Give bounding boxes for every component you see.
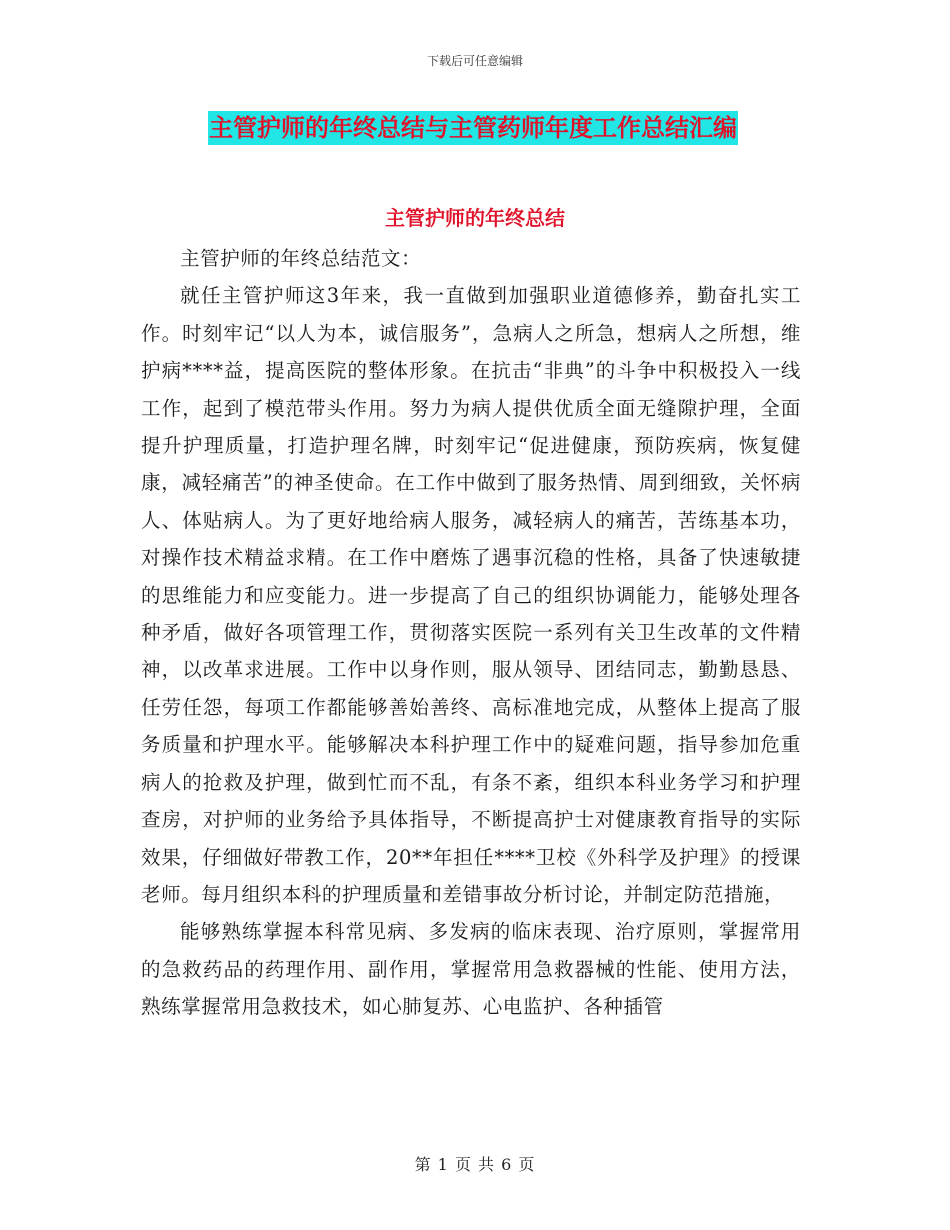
section-title: 主管护师的年终总结 <box>385 206 565 230</box>
document-title: 主管护师的年终总结与主管药师年度工作总结汇编 <box>208 111 738 145</box>
page-footer: 第 1 页 共 6 页 <box>414 1155 536 1174</box>
paragraph-skills: 能够熟练掌握本科常见病、多发病的临床表现、治疗原则，掌握常用的急救药品的药理作用、副作用，掌握常用急救器械的性能、使用方法，熟练掌握常用急救技术，如心肺复苏、心电监护、各种插管 <box>141 920 801 1019</box>
paragraph-intro: 主管护师的年终总结范文： <box>180 247 422 270</box>
document-body <box>141 240 801 1026</box>
paragraph-main: 就任主管护师这3年来，我一直做到加强职业道德修养，勤奋扎实工作。时刻牢记“以人为本，诚信服务”，急病人之所急，想病人之所想，维护病****益，提高医院的整体形象。在抗击“非典”的斗争中积极投入一线工作，起到了模范带头作用。努力为病人提供优质全面无缝隙护理，全面提升护理质量，打造护理名牌，时刻牢记“促进健康，预防疾病，恢复健康，减轻痛苦”的神圣使命。在工作中做到了服务热情、周到细致，关怀病人、体贴病人。为了更好地给病人服务，减轻病人的痛苦，苦练基本功，对操作技术精益求精。在工作中磨炼了遇事沉稳的性格，具备了快速敏捷的思维能力和应变能力。进一步提高了自己的组织协调能力，能够处理各种矛盾，做好各项管理工作，贯彻落实医院一系列有关卫生改革的文件精神，以改革求进展。工作中以身作则，服从领导、团结同志，勤勤恳恳、任劳任怨，每项工作都能够善始善终、高标准地完成，从整体上提高了服务质量和护理水平。能够解决本科护理工作中的疑难问题，指导参加危重病人的抢救及护理，做到忙而不乱，有条不紊，组织本科业务学习和护理查房，对护师的业务给予具体指导，不断提高护士对健康教育指导的实际效果，仔细做好带教工作，20**年担任****卫校《外科学及护理》的授课老师。每月组织本科的护理质量和差错事故分析讨论，并制定防范措施， <box>141 284 801 906</box>
page-header: 下载后可任意编辑 <box>426 54 523 68</box>
document-title-container <box>208 111 788 145</box>
